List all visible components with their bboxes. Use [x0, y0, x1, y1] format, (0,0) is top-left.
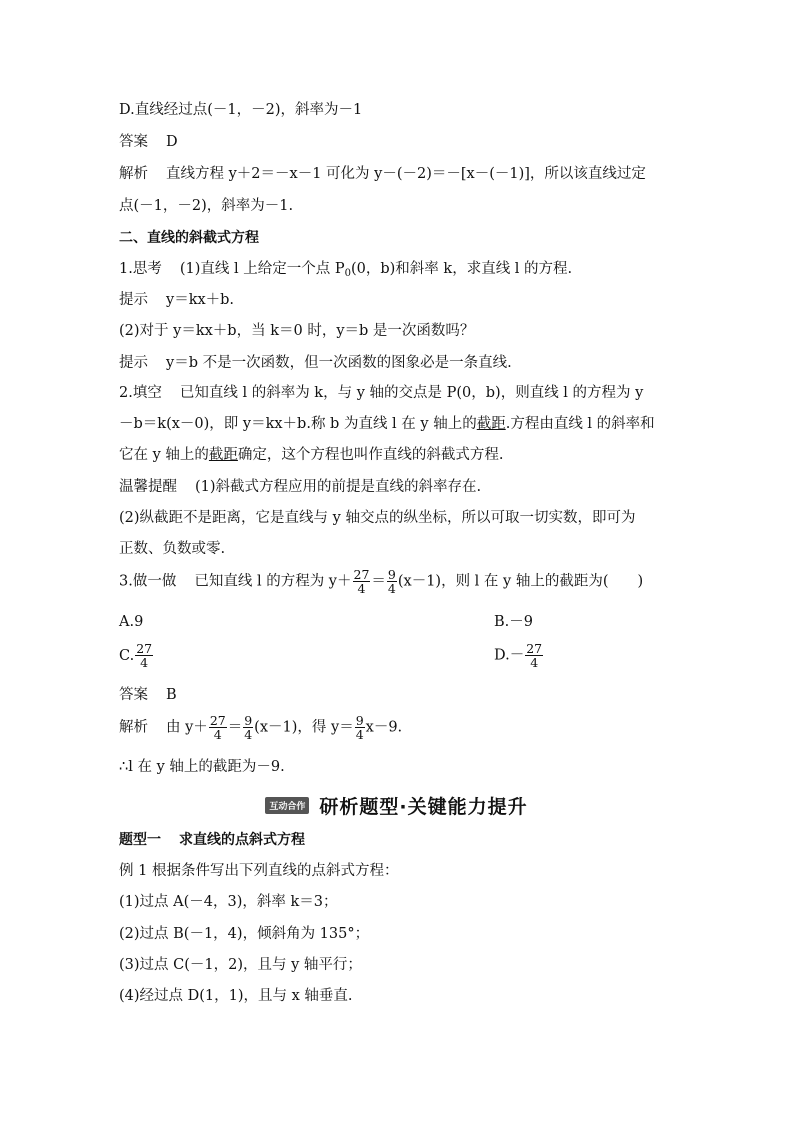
think-label: 1.思考 — [119, 261, 162, 277]
options-row-cd — [119, 642, 679, 669]
example-1-part-4: (4)经过点 D(1，1)，且与 x 轴垂直. — [119, 988, 353, 1004]
fraction-9-4 — [387, 568, 397, 595]
fill-blank-line-1 — [119, 383, 643, 403]
fraction-9-4 — [243, 714, 253, 741]
option-c-prefix: C. — [119, 647, 135, 664]
example-1-stem: 例 1 根据条件写出下列直线的点斜式方程： — [119, 863, 399, 879]
try-text: 已知直线 l 的方程为 y＋ — [194, 573, 352, 590]
option-d — [494, 642, 544, 669]
tip-label: 温馨提醒 — [119, 479, 177, 495]
numerator: 27 — [353, 567, 370, 582]
answer-line-1 — [119, 132, 178, 152]
explanation-line-2 — [119, 714, 402, 741]
conclusion-line: ∴l 在 y 轴上的截距为－9. — [119, 759, 285, 775]
tip-line-1 — [119, 477, 481, 497]
fill-text: －b＝k(x－0)，即 y＝kx＋b.称 b 为直线 l 在 y 轴上的 — [119, 416, 477, 432]
option-d-prefix: D.－ — [494, 647, 525, 664]
denominator: 4 — [355, 727, 364, 742]
hint-label: 提示 — [119, 292, 148, 308]
intercept-term: 截距 — [208, 447, 238, 463]
tip-text: (1)斜截式方程应用的前提是直线的斜率存在. — [195, 479, 482, 495]
hint-line-1 — [119, 290, 234, 310]
think-question-1 — [119, 259, 572, 284]
explanation-text: x－9. — [365, 719, 403, 736]
try-text: (x－1)，则 l 在 y 轴上的截距为( ) — [397, 573, 644, 590]
explanation-text: 直线方程 y＋2＝－x－1 可化为 y－(－2)＝－[x－(－1)]，所以该直线过定 — [166, 166, 646, 182]
denominator: 4 — [140, 655, 149, 670]
banner-title: 研析题型·关键能力提升 — [319, 796, 528, 818]
type-title: 求直线的点斜式方程 — [179, 832, 305, 848]
answer-label: 答案 — [119, 134, 148, 150]
answer-value: B — [166, 687, 177, 703]
tip-line-3: 正数、负数或零. — [119, 541, 226, 557]
example-1-part-1: (1)过点 A(－4，3)，斜率 k＝3； — [119, 894, 338, 910]
numerator: 9 — [387, 567, 396, 582]
example-1-part-3: (3)过点 C(－1，2)，且与 y 轴平行； — [119, 957, 362, 973]
type-label: 题型一 — [119, 832, 161, 848]
option-c — [119, 641, 154, 670]
fraction-9-4 — [355, 714, 365, 741]
denominator: 4 — [387, 581, 396, 596]
numerator: 9 — [355, 713, 364, 728]
fill-text: .方程由直线 l 的斜率和 — [505, 416, 655, 432]
think-text-2: (0，b)和斜率 k，求直线 l 的方程. — [350, 261, 573, 277]
explanation-cont-1: 点(－1，－2)，斜率为－1. — [119, 198, 294, 214]
section-banner — [0, 792, 793, 819]
answer-line-2 — [119, 685, 177, 705]
fill-label: 2.填空 — [119, 385, 162, 401]
options-row-ab — [119, 612, 679, 632]
answer-value: D — [166, 134, 178, 150]
fraction-27-4 — [135, 642, 153, 669]
explanation-text: ＝ — [227, 719, 243, 736]
question-type-heading — [119, 830, 305, 850]
example-1-part-2: (2)过点 B(－1，4)，倾斜角为 135°； — [119, 926, 370, 942]
explanation-text: (x－1)，得 y＝ — [254, 719, 354, 736]
intercept-term: 截距 — [476, 416, 506, 432]
subscript: 0 — [344, 268, 351, 279]
fill-text: 它在 y 轴上的 — [119, 447, 209, 463]
denominator: 4 — [530, 655, 539, 670]
try-question — [119, 568, 643, 595]
fill-text: 确定，这个方程也叫作直线的斜截式方程. — [237, 447, 504, 463]
fill-blank-line-3 — [119, 445, 504, 465]
think-text: (1)直线 l 上给定一个点 P — [179, 261, 345, 277]
explanation-label: 解析 — [119, 166, 148, 182]
hint-label: 提示 — [119, 355, 148, 371]
numerator: 27 — [209, 713, 226, 728]
tip-line-2: (2)纵截距不是距离，它是直线与 y 轴交点的纵坐标，所以可取一切实数，即可为 — [119, 510, 636, 526]
fill-text: 已知直线 l 的斜率为 k，与 y 轴的交点是 P(0，b)，则直线 l 的方程为 y — [179, 385, 644, 401]
answer-label: 答案 — [119, 687, 148, 703]
fraction-27-4 — [525, 642, 543, 669]
hint-line-2 — [119, 353, 512, 373]
explanation-label: 解析 — [119, 719, 148, 736]
explanation-line-1 — [119, 164, 646, 184]
option-d-line: D.直线经过点(－1，－2)，斜率为－1 — [119, 102, 363, 118]
interactive-badge: 互动合作 — [265, 797, 309, 814]
try-text: ＝ — [371, 573, 386, 590]
fraction-27-4 — [353, 568, 371, 595]
try-label: 3.做一做 — [119, 573, 177, 590]
numerator: 27 — [136, 641, 153, 656]
fraction-27-4 — [209, 714, 227, 741]
numerator: 9 — [244, 713, 253, 728]
fill-blank-line-2 — [119, 414, 655, 434]
section-heading-slope-intercept: 二、直线的斜截式方程 — [119, 230, 259, 246]
option-a: A.9 — [119, 614, 144, 630]
option-b: B.－9 — [494, 614, 533, 630]
denominator: 4 — [244, 727, 253, 742]
think-question-2: (2)对于 y＝kx＋b，当 k＝0 时，y＝b 是一次函数吗？ — [119, 323, 475, 339]
denominator: 4 — [213, 727, 222, 742]
explanation-text: 由 y＋ — [166, 719, 208, 736]
hint-text: y＝b 不是一次函数，但一次函数的图象必是一条直线. — [166, 355, 512, 371]
denominator: 4 — [357, 581, 366, 596]
hint-text: y＝kx＋b. — [166, 292, 235, 308]
numerator: 27 — [526, 641, 543, 656]
